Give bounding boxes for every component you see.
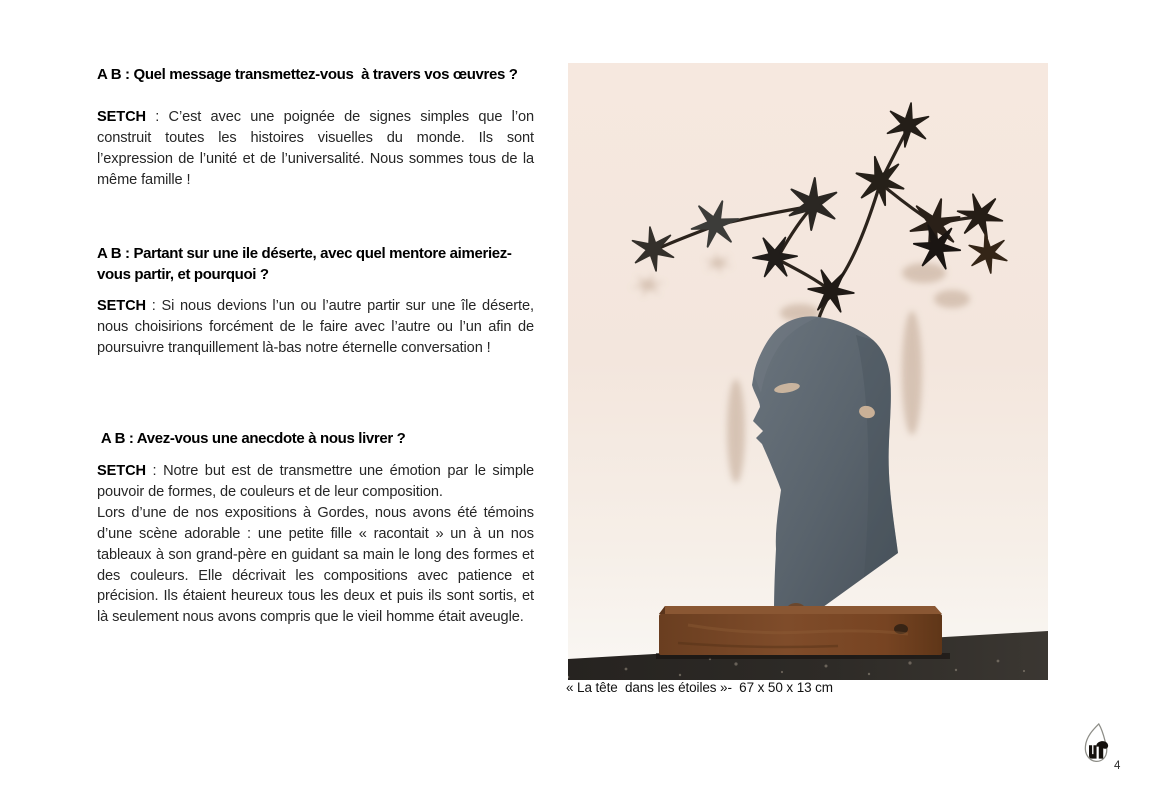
answer-text: Lors d’une de nos expositions à Gordes, nous avons été témoins d’une scène adorable : une petite fille « racontait » un à un nos tableaux à son grand-père en guidant sa main le long des formes et des couleurs. Elle décrivait les compositions avec patience et précision. Ils étaient heureux tous les deux et puis ils sont sortis, et là seulement nous avons compris que le vieil homme était aveugle. xyxy=(97,504,534,626)
page-number: 4 xyxy=(1114,760,1121,772)
speaker-separator: : xyxy=(145,298,162,314)
answer-text: Notre but est de transmettre une émotion par le simple pouvoir de formes, de couleurs et de leur composition. xyxy=(97,463,534,500)
base-plinth xyxy=(656,606,950,659)
sculpture-illustration xyxy=(568,63,1048,680)
artwork-photo xyxy=(568,63,1048,680)
answer-text: Si nous devions l’un ou l’autre partir sur une île déserte, nous choisirions forcément de le faire avec l’autre ou l’un afin de poursuivre tranquillement là-bas notre éternelle conversation ! xyxy=(97,298,534,356)
artwork-caption: « La tête dans les étoiles »- 67 x 50 x 13 cm xyxy=(566,680,833,695)
speaker-separator: : xyxy=(145,463,164,479)
question-1: A B : Quel message transmettez-vous à travers vos œuvres ? xyxy=(97,66,518,83)
question-3: A B : Avez-vous une anecdote à nous livrer ? xyxy=(97,430,406,447)
artist-mark-icon xyxy=(1081,721,1113,766)
speaker-label: SETCH xyxy=(97,463,146,479)
question-2: A B : Partant sur une ile déserte, avec quel mentore aimeriez-vous partir, et pourquoi ? xyxy=(97,245,512,283)
answer-1 xyxy=(97,107,534,191)
answer-text: C’est avec une poignée de signes simples que l’on construit toutes les histoires visuelles du monde. Ils sont l’expression de l’unité et de l’universalité. Nous sommes tous de la même famille ! xyxy=(97,109,534,188)
speaker-separator: : xyxy=(145,109,169,125)
speaker-label: SETCH xyxy=(97,109,146,125)
speaker-label: SETCH xyxy=(97,298,146,314)
answer-3 xyxy=(97,461,534,628)
answer-2 xyxy=(97,296,534,359)
